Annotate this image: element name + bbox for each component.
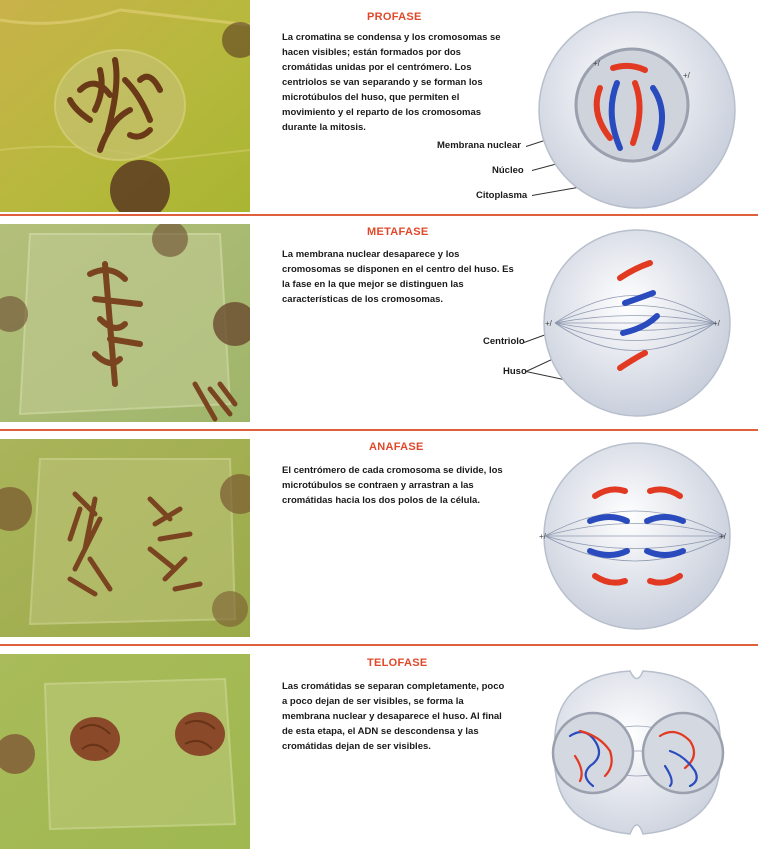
svg-text:+/: +/ xyxy=(539,532,546,541)
telofase-panel xyxy=(0,646,758,857)
citoplasma-label: Citoplasma xyxy=(476,190,528,201)
svg-text:+/: +/ xyxy=(713,319,720,328)
profase-micrograph xyxy=(0,0,250,212)
anafase-diagram xyxy=(535,441,740,641)
anafase-micrograph xyxy=(0,439,250,637)
metafase-title: METAFASE xyxy=(367,226,429,238)
metafase-description: La membrana nuclear desaparece y los cromosomas se disponen en el centro del huso. Es la fase en la que mejor se distinguen las características de los cromosomas. xyxy=(282,249,514,305)
huso-label: Huso xyxy=(503,366,527,377)
anafase-title: ANAFASE xyxy=(369,441,424,453)
telofase-micrograph xyxy=(0,654,250,849)
metafase-diagram xyxy=(535,228,740,428)
membrana-nuclear-label: Membrana nuclear xyxy=(437,140,521,151)
svg-text:+/: +/ xyxy=(593,59,600,68)
anafase-description: El centrómero de cada cromosoma se divide, los microtúbulos se contraen y arrastran a las cromátidas hacia los dos polos de la célula. xyxy=(282,465,503,506)
metafase-panel xyxy=(0,216,758,429)
profase-panel xyxy=(0,0,758,215)
telofase-diagram xyxy=(535,656,740,856)
anafase-panel xyxy=(0,431,758,644)
telofase-description: Las cromátidas se separan completamente, poco a poco dejan de ser visibles, se forma la membrana nuclear y desaparece el huso. Al final de esta etapa, el ADN se descondensa y las cromátidas dejan de ser visibles. xyxy=(282,681,505,752)
svg-text:+/: +/ xyxy=(683,71,690,80)
svg-text:+/: +/ xyxy=(719,532,726,541)
metafase-micrograph xyxy=(0,224,250,422)
svg-text:+/: +/ xyxy=(545,319,552,328)
nucleo-label: Núcleo xyxy=(492,165,524,176)
centriolo-label: Centriolo xyxy=(483,336,525,347)
profase-title: PROFASE xyxy=(367,11,422,23)
profase-description: La cromatina se condensa y los cromosomas se hacen visibles; están formados por dos cromátidas unidas por el centrómero. Los centriolos se van separando y se forman los microtúbulos del huso, que permiten el movimiento y el reparto de los cromosomas durante la mitosis. xyxy=(282,32,501,133)
telofase-title: TELOFASE xyxy=(367,657,428,669)
profase-diagram xyxy=(535,8,740,218)
